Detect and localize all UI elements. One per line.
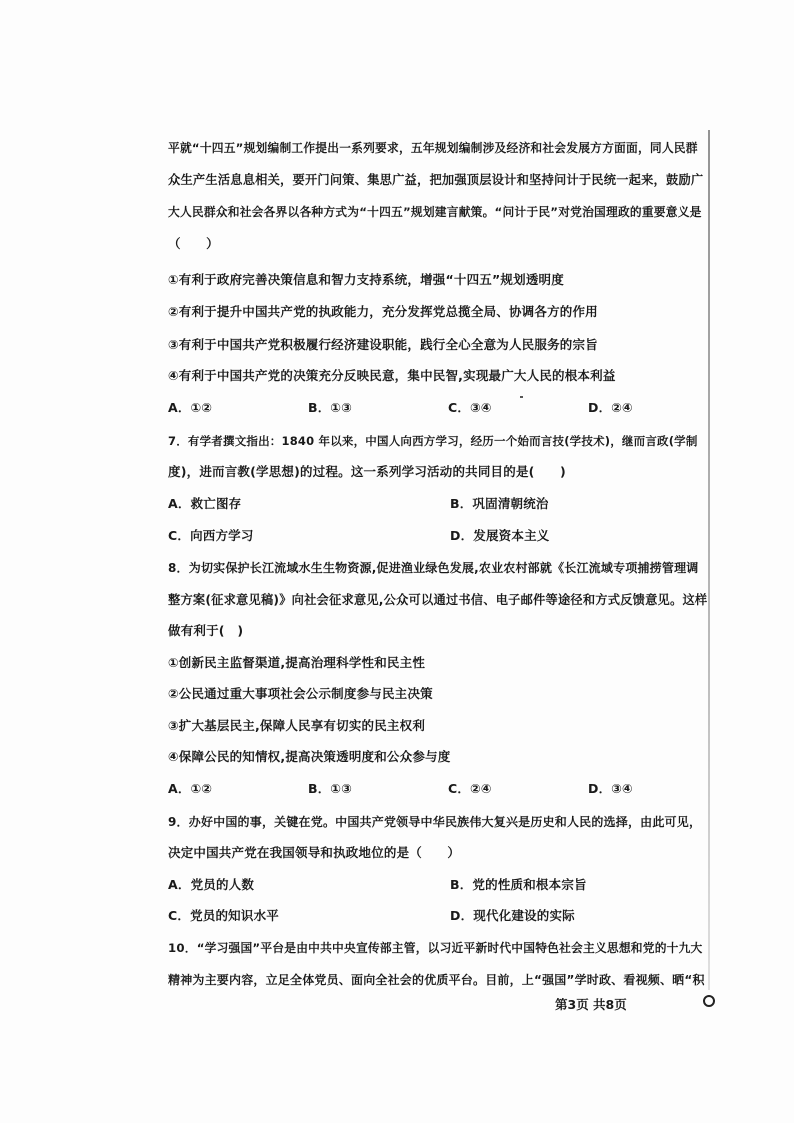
q9-option-a: A．党员的人数 [168, 877, 255, 892]
q8-option-d: D．③④ [588, 781, 633, 796]
q6-option-d: D．②④ [588, 400, 633, 415]
q8-stem-line-1: 8．为切实保护长江流域水生生物资源,促进渔业绿色发展,农业农村部就《长江流域专项捕捞管理调 [168, 561, 699, 575]
q6-statement-1: ①有利于政府完善决策信息和智力支持系统，增强“十四五”规划透明度 [168, 272, 564, 287]
q7-option-a: A．救亡图存 [168, 496, 242, 511]
q9-stem-line-2: 决定中国共产党在我国领导和执政地位的是（ ） [168, 845, 461, 860]
q8-statement-3: ③扩大基层民主,保障人民享有切实的民主权利 [168, 718, 426, 733]
q9-options-row-2 [168, 908, 708, 924]
page-number: 第3页 共8页 [555, 997, 627, 1012]
q8-option-a: A．①② [168, 781, 213, 796]
q6-statement-2: ②有利于提升中国共产党的执政能力，充分发挥党总揽全局、协调各方的作用 [168, 304, 598, 319]
q6-option-c: C．③④ [448, 400, 492, 415]
ring-icon [703, 995, 715, 1007]
q7-stem-line-2: 度)，进而言教(学思想)的过程。这一系列学习活动的共同目的是( ) [168, 464, 566, 479]
q9-stem-line-1: 9．办好中国的事，关键在党。中国共产党领导中华民族伟大复兴是历史和人民的选择，由此可见， [168, 815, 702, 829]
q8-statement-4: ④保障公民的知情权,提高决策透明度和公众参与度 [168, 749, 451, 764]
q6-options [168, 400, 708, 416]
q8-option-c: C．②④ [448, 781, 492, 796]
q10-stem-line-1: 10．“学习强国”平台是由中共中央宣传部主管，以习近平新时代中国特色社会主义思想和党的十九大 [168, 941, 703, 955]
q8-statement-1: ①创新民主监督渠道,提高治理科学性和民主性 [168, 655, 426, 670]
q6-option-b: B．①③ [308, 400, 352, 415]
q9-option-d: D．现代化建设的实际 [450, 908, 575, 923]
q10-stem-line-2: 精神为主要内容，立足全体党员、面向全社会的优质平台。目前，上“强国”学时政、看视频、晒“积 [168, 973, 705, 987]
q9-options-row-1 [168, 877, 708, 893]
q7-stem-line-1: 7．有学者撰文指出：1840 年以来，中国人向西方学习，经历一个始而言技(学技术)，继而言政(学制 [168, 434, 698, 448]
q6-statement-3: ③有利于中国共产党积极履行经济建设职能，践行全心全意为人民服务的宗旨 [168, 337, 598, 352]
q9-option-c: C．党员的知识水平 [168, 908, 279, 923]
q7-options-row-1 [168, 496, 708, 512]
q6-option-a: A．①② [168, 400, 213, 415]
q7-option-b: B．巩固清朝统治 [450, 496, 549, 511]
q8-option-b: B．①③ [308, 781, 352, 796]
q9-option-b: B．党的性质和根本宗旨 [450, 877, 587, 892]
q8-stem-line-2: 整方案(征求意见稿)》向社会征求意见,公众可以通过书信、电子邮件等途径和方式反馈意见。这样 [168, 593, 708, 607]
q7-option-d: D．发展资本主义 [450, 528, 550, 543]
intro-line-3: 大人民群众和社会各界以各种方式为“十四五”规划建言献策。“问计于民”对党治国理政的重要意义是 [168, 205, 702, 219]
q8-options [168, 781, 708, 797]
q8-stem-line-3: 做有利于( ) [168, 623, 244, 638]
scan-speck [520, 396, 523, 398]
q7-option-c: C．向西方学习 [168, 528, 254, 543]
scan-edge-line [708, 130, 710, 990]
intro-answer-bracket: （ ） [168, 236, 219, 251]
intro-line-1: 平就“十四五”规划编制工作提出一系列要求，五年规划编制涉及经济和社会发展方方面面，同人民群 [168, 141, 698, 155]
q6-statement-4: ④有利于中国共产党的决策充分反映民意，集中民智,实现最广大人民的根本利益 [168, 368, 616, 383]
q7-options-row-2 [168, 528, 708, 544]
intro-line-2: 众生产生活息息相关，要开门问策、集思广益，把加强顶层设计和坚持问计于民统一起来，鼓励广 [168, 173, 704, 187]
q8-statement-2: ②公民通过重大事项社会公示制度参与民主决策 [168, 686, 433, 701]
